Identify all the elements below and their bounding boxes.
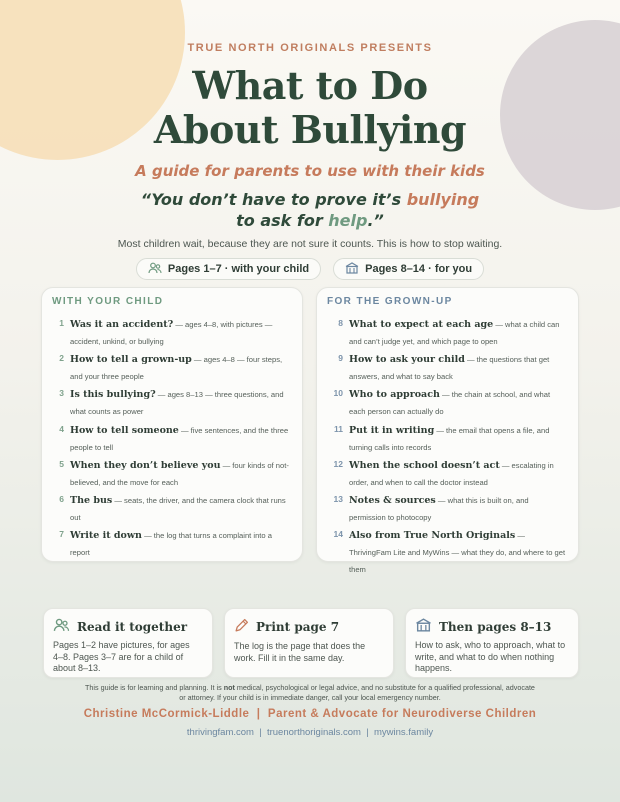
list-item: 3 Is this bullying? — ages 8–13 — three questions, and what counts as power <box>59 388 284 417</box>
pill-for-you <box>333 258 484 280</box>
list-item: 2 How to tell a grown-up — ages 4–8 — four steps, and your three people <box>59 353 283 382</box>
people-icon <box>53 618 70 635</box>
people-icon <box>148 262 162 277</box>
card-text: Pages 1–2 have pictures, for ages 4–8. Pages 3–7 are for a child of about 8–13. <box>53 640 190 673</box>
pill-with-child <box>136 258 321 280</box>
list-item: 8 What to expect at each age — what a child can and can’t judge yet, and which page to open <box>338 318 560 346</box>
disclaimer: This guide is for learning and planning. It is not medical, psychological or legal advice, and no substitute for a qualified professional, advocate or attorney. If your child is in immediate danger, call your local emergency number. <box>85 683 535 702</box>
for-the-grown-up-panel <box>316 287 579 575</box>
list-item: 12 When the school doesn’t act — escalating in order, and when to call the doctor instead <box>333 458 554 487</box>
list-item: 6 The bus — seats, the driver, and the camera clock that runs out <box>59 493 286 522</box>
list-item: 4 How to tell someone — five sentences, and the three people to tell <box>59 423 289 452</box>
then-pages-card <box>405 608 579 678</box>
panel-heading: WITH YOUR CHILD <box>52 296 164 307</box>
list-item: 7 Write it down — the log that turns a complaint into a report <box>59 529 272 558</box>
pill-for-you-label: Pages 8–14 · for you <box>365 263 473 275</box>
print-page-7-card <box>224 608 394 678</box>
list-item: 5 When they don’t believe you — four kinds of not-believed, and the move for each <box>59 458 289 487</box>
quote <box>0 189 620 231</box>
author-line: Christine McCormick-Liddle | Parent & Advocate for Neurodiverse Children <box>83 708 537 720</box>
card-title: Read it together <box>77 619 188 634</box>
with-your-child-panel <box>41 287 303 562</box>
list-item: 13 Notes & sources — what this is built on, and permission to photocopy <box>333 493 529 522</box>
subtitle: A guide for parents to use with their kids <box>135 162 485 180</box>
list-item: 11 Put it in writing — the email that opens a file, and turning calls into records <box>334 423 550 452</box>
list-item: 9 How to ask your child — the questions that get answers, and what to say back <box>338 353 550 382</box>
card-text: The log is the page that does the work. Fill it in the same day. <box>234 641 366 663</box>
list-item: 14 Also from True North Originals — ThrivingFam Lite and MyWins — what they do, and where to get them <box>333 529 566 575</box>
panel-heading: FOR THE GROWN-UP <box>327 296 453 307</box>
building-icon <box>345 262 359 277</box>
presents-label: TRUE NORTH ORIGINALS PRESENTS <box>187 42 433 54</box>
title-line-1: What to Do <box>192 63 428 108</box>
quote-text-3: .” <box>367 211 384 230</box>
website-links[interactable]: thrivingfam.com | truenorthoriginals.com | mywins.family <box>186 727 434 738</box>
section-pills <box>0 258 620 280</box>
quote-highlight-bullying: bullying <box>406 190 480 209</box>
read-it-together-card <box>43 608 213 678</box>
card-text: How to ask, who to approach, what to write, and what to do when nothing happens. <box>415 640 566 673</box>
title-line-2: About Bullying <box>153 107 467 152</box>
page-title <box>0 64 620 152</box>
list-item: 1 Was it an accident? — ages 4–8, with pictures — accident, unkind, or bullying <box>59 318 273 346</box>
pill-with-child-label: Pages 1–7 · with your child <box>167 263 310 275</box>
card-title: Print page 7 <box>256 620 340 634</box>
quote-text-2: to ask for <box>236 211 329 230</box>
card-title: Then pages 8–13 <box>439 619 552 634</box>
list-item: 10 Who to approach — the chain at school, and what each person can actually do <box>333 388 551 417</box>
intro-text: Most children wait, because they are not sure it counts. This is how to stop waiting. <box>117 238 503 250</box>
building-icon <box>415 618 432 635</box>
pencil-icon <box>234 618 249 636</box>
quote-highlight-help: help <box>328 211 368 230</box>
quote-text-1: “You don’t have to prove it’s <box>140 190 407 209</box>
